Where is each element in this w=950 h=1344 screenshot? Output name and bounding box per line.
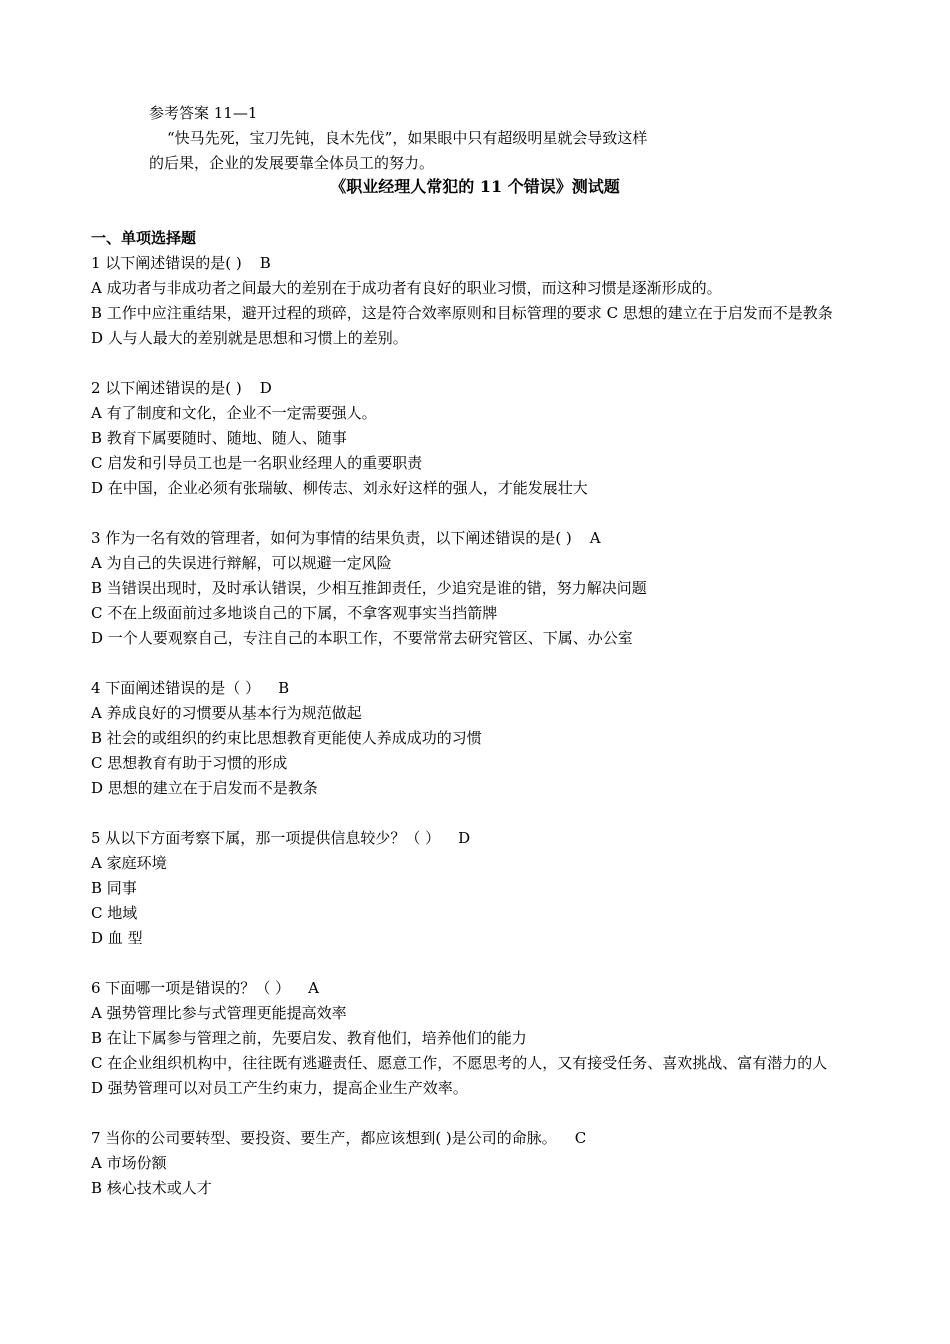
question-stem: 4 下面阐述错误的是（ ） B — [91, 676, 866, 701]
question-option: D 在中国，企业必须有张瑞敏、柳传志、刘永好这样的强人，才能发展壮大 — [91, 479, 588, 497]
question-option: B 教育下属要随时、随地、随人、随事 — [91, 429, 347, 447]
question-answer: A — [589, 529, 601, 547]
question-answer: B — [278, 679, 290, 697]
question-option: D 血 型 — [91, 929, 143, 947]
question-option: A 强势管理比参与式管理更能提高效率 — [91, 1004, 347, 1022]
question-4 — [91, 676, 866, 801]
question-option: A 市场份额 — [91, 1154, 167, 1172]
question-option: B 在让下属参与管理之前，先要启发、教育他们，培养他们的能力 — [91, 1029, 527, 1047]
question-option: D 一个人要观察自己，专注自己的本职工作，不要常常去研究管区、下属、办公室 — [91, 629, 633, 647]
question-6 — [91, 976, 866, 1101]
reference-answer-label: 参考答案 11—1 — [149, 104, 258, 122]
question-option: C 思想教育有助于习惯的形成 — [91, 754, 288, 772]
question-stem: 1 以下阐述错误的是( ) B — [91, 251, 866, 276]
question-option: A 有了制度和文化，企业不一定需要强人。 — [91, 404, 377, 422]
question-stem: 6 下面哪一项是错误的？（ ） A — [91, 976, 866, 1001]
question-stem: 3 作为一名有效的管理者，如何为事情的结果负责，以下阐述错误的是( ) A — [91, 526, 866, 551]
question-option: C 启发和引导员工也是一名职业经理人的重要职责 — [91, 454, 423, 472]
question-option: A 为自己的失误进行辩解，可以规避一定风险 — [91, 554, 392, 572]
question-option: C 在企业组织机构中，往往既有逃避责任、愿意工作，不愿思考的人，又有接受任务、喜欢挑战、富有潜力的人 — [91, 1054, 828, 1072]
question-option: B 社会的或组织的约束比思想教育更能使人养成成功的习惯 — [91, 729, 482, 747]
document-title: 《职业经理人常犯的 11 个错误》测试题 — [330, 177, 620, 196]
question-option: D 强势管理可以对员工产生约束力，提高企业生产效率。 — [91, 1079, 468, 1097]
question-option: D 思想的建立在于启发而不是教条 — [91, 779, 318, 797]
question-answer: D — [259, 379, 272, 397]
answer-paragraph-line-2: 的后果，企业的发展要靠全体员工的努力。 — [149, 154, 435, 172]
question-option: B 同事 — [91, 879, 137, 897]
question-2 — [91, 376, 866, 501]
question-3 — [91, 526, 866, 651]
question-answer: A — [308, 979, 319, 997]
section-heading: 一、单项选择题 — [91, 229, 197, 247]
question-option: A 养成良好的习惯要从基本行为规范做起 — [91, 704, 362, 722]
question-option: B 核心技术或人才 — [91, 1179, 212, 1197]
question-1 — [91, 251, 866, 351]
question-stem: 5 从以下方面考察下属，那一项提供信息较少？（ ） D — [91, 826, 866, 851]
question-answer: D — [458, 829, 471, 847]
question-option: A 家庭环境 — [91, 854, 167, 872]
question-answer: C — [574, 1129, 587, 1147]
question-option: A 成功者与非成功者之间最大的差别在于成功者有良好的职业习惯，而这种习惯是逐渐形成的。 — [91, 279, 722, 297]
question-list — [91, 251, 866, 1226]
question-stem: 7 当你的公司要转型、要投资、要生产，都应该想到( )是公司的命脉。 C — [91, 1126, 866, 1151]
answer-paragraph-line-1: “快马先死，宝刀先钝，良木先伐”，如果眼中只有超级明星就会导致这样 — [167, 129, 648, 147]
question-option: C 不在上级面前过多地谈自己的下属，不拿客观事实当挡箭牌 — [91, 604, 498, 622]
question-stem: 2 以下阐述错误的是( ) D — [91, 376, 866, 401]
answer-note — [149, 101, 869, 176]
question-option: C 地域 — [91, 904, 138, 922]
question-option: B 工作中应注重结果，避开过程的琐碎，这是符合效率原则和目标管理的要求 C 思想的建立在于启发而不是教条 — [91, 304, 833, 322]
question-option: B 当错误出现时，及时承认错误，少相互推卸责任，少追究是谁的错，努力解决问题 — [91, 579, 647, 597]
question-7 — [91, 1126, 866, 1201]
question-option: D 人与人最大的差别就是思想和习惯上的差别。 — [91, 329, 408, 347]
question-answer: B — [259, 254, 271, 272]
question-5 — [91, 826, 866, 951]
